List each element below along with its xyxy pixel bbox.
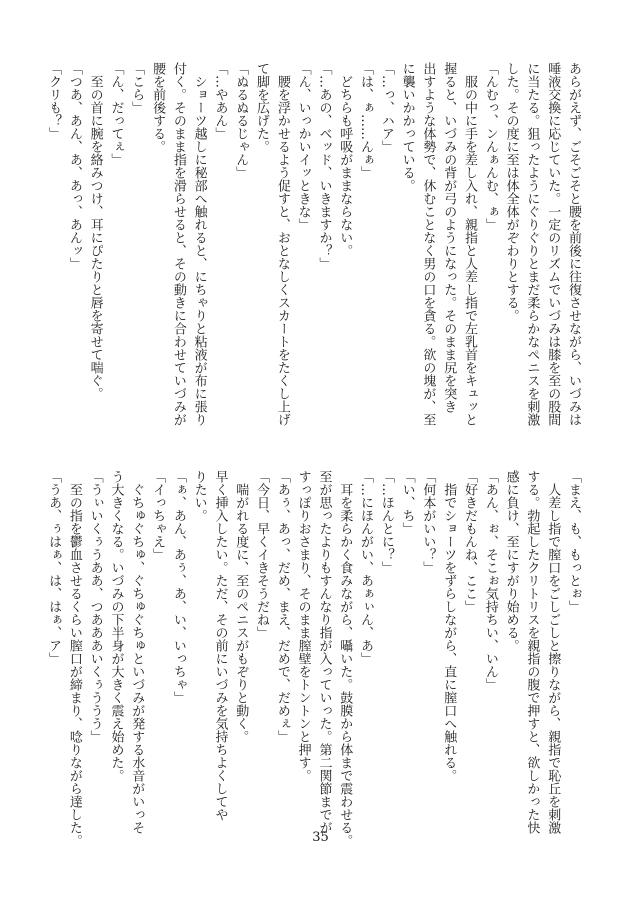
text-line: 「何本がいい？」 — [420, 470, 436, 574]
text-line: に襲いかかっている。 — [399, 62, 415, 192]
text-line: すっぽりおさまり、そのまま膣壁をトントンと押す。 — [295, 470, 311, 782]
text-line: どちらも呼吸がままならない。 — [337, 62, 353, 257]
text-line: 「うぃいくぅうああ、つあああいくぅううう」 — [87, 470, 103, 743]
text-line: 指でショーツをずらしながら、直に膣口へ触れる。 — [441, 470, 457, 782]
text-line: 「ん、いっかいイッときな」 — [295, 62, 311, 231]
text-line: 「まえ、も、もっとぉ」 — [566, 470, 581, 613]
page-number: 35 — [312, 830, 329, 845]
text-line: て脚を広げた。 — [254, 62, 270, 153]
text-line: する。勃起したクリトリスを親指の腹で押すと、欲しかった快 — [524, 470, 540, 834]
upper-text-block — [46, 62, 583, 426]
text-line: 「…にほんがい、あぁぃん、あ」 — [358, 470, 374, 665]
text-line: 耳を柔らかく食みながら、囁いた。鼓膜から体まで震わせる。 — [337, 470, 353, 847]
text-line: 腰を浮かせるよう促すと、おとなしくスカートをたくし上げ — [274, 62, 290, 426]
text-line: 喘がれる度に、至のペニスがもぞりと動く。 — [233, 470, 249, 743]
text-line: 「好きだもんね、ここ」 — [462, 470, 478, 613]
text-line: りたい。 — [191, 470, 207, 522]
text-line: ショーツ越しに秘部へ触れると、にちゃりと粘液が布に張り — [191, 62, 207, 426]
text-line: 「今日、早くイきそうだね」 — [254, 470, 270, 639]
text-line: した。その度に至は体全体がぞわりとする。 — [503, 62, 519, 322]
text-line: あらがえず、ごそごそと腰を前後に往復させながら、いづみは — [566, 62, 581, 426]
text-line: 「うあ、ぅはぁ、は、はぁ、ア」 — [46, 470, 62, 665]
text-line: 「あぅ、あっ、だめ、まえ、だめで、だめぇ」 — [274, 470, 290, 743]
text-line: 感に負け、至にすがり始める。 — [503, 470, 519, 652]
text-line: 出すような体勢で、休むことなく男の口を貪る。欲の塊が、至 — [420, 62, 436, 426]
text-line: 至が思ったよりもすんなり指が入っていった。第二関節までが — [316, 470, 332, 834]
text-line: 腰を前後する。 — [150, 62, 166, 153]
text-line: 至の指を鬱血させるくらい膣口が締まり、唸りながら達した。 — [66, 470, 82, 847]
text-line: う大きくなる。いづみの下半身が大きく震え始めた。 — [108, 470, 124, 782]
text-line: 「つあ、あん、あ、あっ、あんッ」 — [66, 62, 82, 270]
text-line: 「んむっ、ンんぁんむ、ぁ」 — [482, 62, 498, 231]
text-line: 早く挿入したい。ただ、その前にいづみを気持ちよくしてや — [212, 470, 228, 821]
text-line: 「…っ、ハア」 — [378, 62, 394, 153]
text-line: 服の中に手を差し入れ、親指と人差し指で左乳首をキュッと — [462, 62, 478, 426]
text-line: 「イっちゃえ」 — [150, 470, 166, 561]
text-line: 「ぬるぬるじゃん」 — [233, 62, 249, 179]
text-line: 至の首に腕を絡みつけ、耳にぴたりと唇を寄せて喘ぐ。 — [87, 62, 103, 400]
text-line: 「クリも？」 — [46, 62, 62, 140]
text-line: 「こら」 — [129, 62, 145, 114]
text-line: 「い、ち」 — [399, 470, 415, 535]
text-line: 「…やあん」 — [212, 62, 228, 140]
text-line: 「は、ぁ……んぁ」 — [358, 62, 374, 179]
text-line: 握ると、いづみの背が弓のようになった。そのまま尻を突き — [441, 62, 457, 413]
text-line: 「…あの、ベッド、いきますか？」 — [316, 62, 332, 270]
text-line: 「…ほんとに？」 — [378, 470, 394, 574]
text-line: に当たる。狙ったようにぐりぐりとまだ柔らかなペニスを刺激 — [524, 62, 540, 426]
text-line: 「ん、だってぇ」 — [108, 62, 124, 166]
text-line: 「あん、ぉ、そこぉ気持ちい、いん」 — [482, 470, 498, 691]
text-line: ぐちゅぐちゅ、ぐちゅぐちゅといづみが発する水音がいっそ — [129, 470, 145, 834]
text-line: 「ぁ、あん、あぅ、あ、い、いっちゃ」 — [170, 470, 186, 704]
text-line: 唾液交換に応じていた。一定のリズムでいづみは膝を至の股間 — [545, 62, 561, 426]
text-line: 付く。そのまま指を滑らせると、その動きに合わせていづみが — [170, 62, 186, 426]
text-line: 人差し指で膣口をごしごしと擦りながら、親指で恥丘を刺激 — [545, 470, 561, 834]
